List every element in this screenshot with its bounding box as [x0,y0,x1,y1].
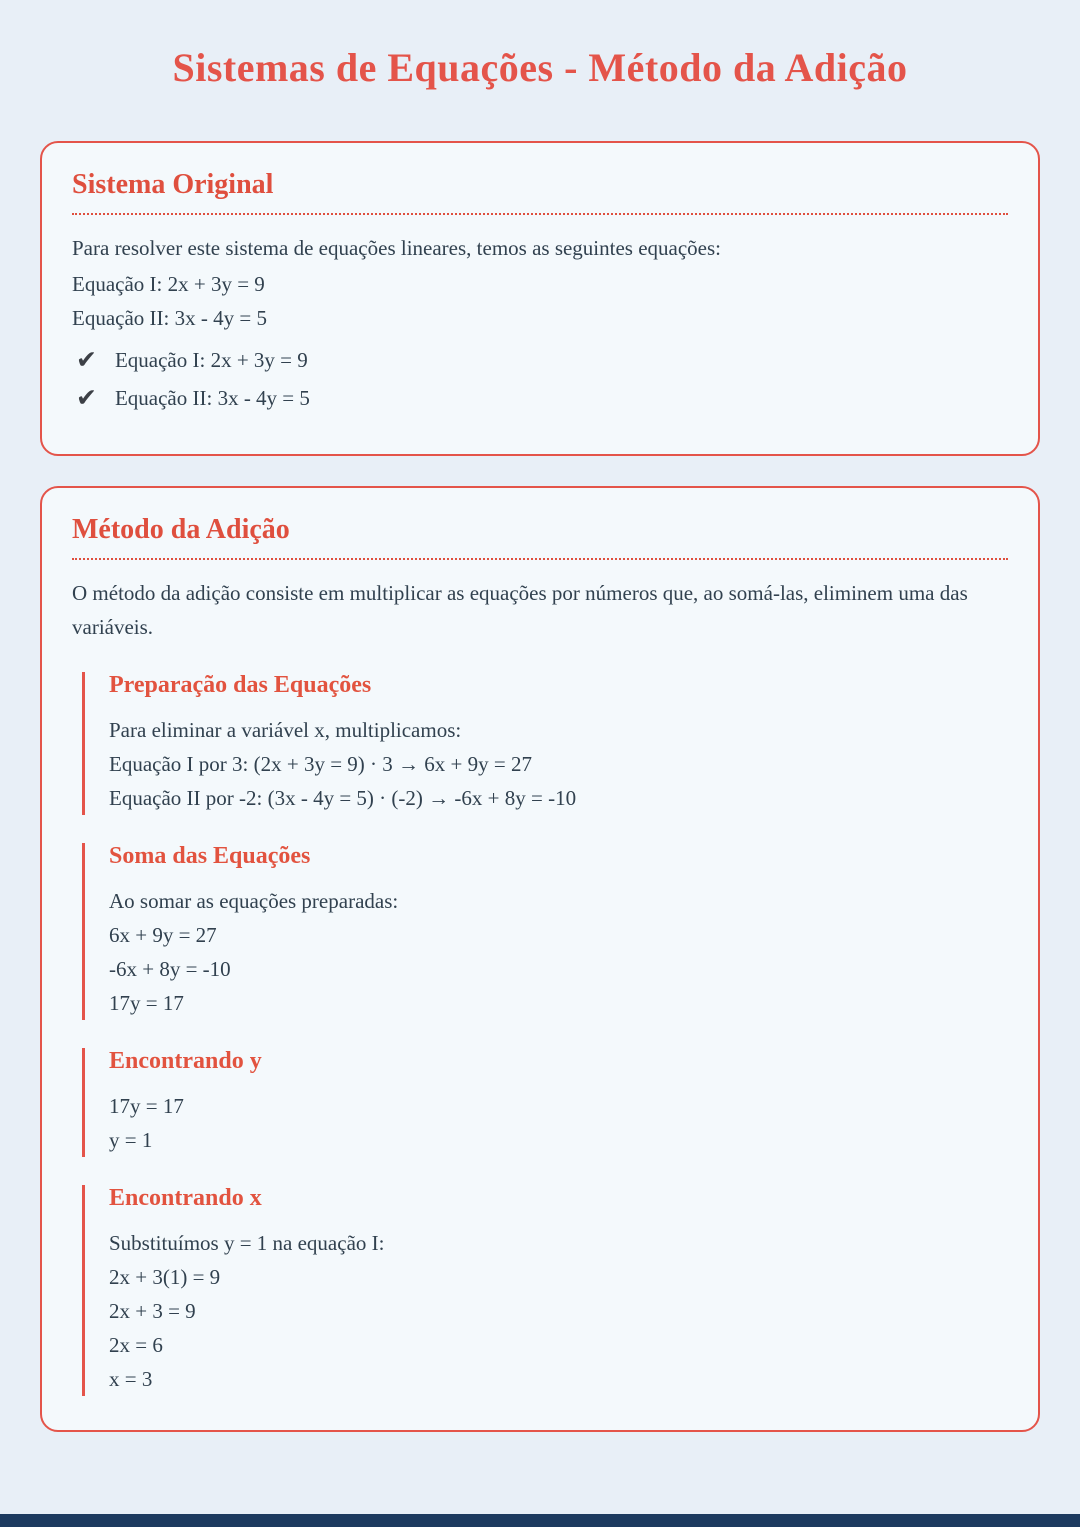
step-text-line: x = 3 [109,1367,153,1392]
step-text-line: 6x + 9y = 27 [109,923,217,948]
step-text-line: 17y = 17 [109,1094,184,1119]
step-text-line: Equação I por 3: (2x + 3y = 9) · 3 → 6x + 9y = 27 [109,752,532,777]
step-text-line: Para eliminar a variável x, multiplicamos: [109,718,462,743]
checklist-item [76,344,1008,373]
card-metodo-adicao [40,486,1040,1432]
step-title-soma: Soma das Equações [109,843,311,870]
equation-line-1: Equação I: 2x + 3y = 9 [72,272,265,297]
step-text-line: Substituímos y = 1 na equação I: [109,1231,385,1256]
section-title-sistema-original: Sistema Original [72,169,1008,215]
check-icon: ✔ [76,383,97,413]
step-text-line: 17y = 17 [109,991,184,1016]
step-text-line: Ao somar as equações preparadas: [109,889,399,914]
sistema-intro-text: Para resolver este sistema de equações lineares, temos as seguintes equações: [72,236,722,260]
step-title-encontrando-x: Encontrando x [109,1185,262,1212]
step-text-line: y = 1 [109,1128,153,1153]
step-encontrando-x [82,1185,1008,1396]
step-title-encontrando-y: Encontrando y [109,1048,262,1075]
step-encontrando-y [82,1048,1008,1157]
step-text-line: 2x + 3(1) = 9 [109,1265,221,1290]
checklist-item [76,382,1008,411]
footer-bar [0,1514,1080,1527]
page-title: Sistemas de Equações - Método da Adição [172,45,908,90]
card-sistema-original [40,141,1040,456]
step-text-line: Equação II por -2: (3x - 4y = 5) · (-2) → -6x + 8y = -10 [109,786,577,811]
checklist-item-label: Equação I: 2x + 3y = 9 [114,348,308,373]
metodo-intro-text: O método da adição consiste em multiplicar as equações por números que, ao somá-las, eliminem uma das variáveis. [72,581,968,640]
check-icon: ✔ [76,345,97,375]
checklist-item-label: Equação II: 3x - 4y = 5 [114,386,310,411]
step-text-line: 2x = 6 [109,1333,163,1358]
section-title-metodo-adicao: Método da Adição [72,514,1008,560]
step-preparacao [82,672,1008,815]
step-text-line: 2x + 3 = 9 [109,1299,196,1324]
step-text-line: -6x + 8y = -10 [109,957,231,982]
step-title-preparacao: Preparação das Equações [109,672,372,699]
step-soma [82,843,1008,1020]
equation-line-2: Equação II: 3x - 4y = 5 [72,306,267,331]
